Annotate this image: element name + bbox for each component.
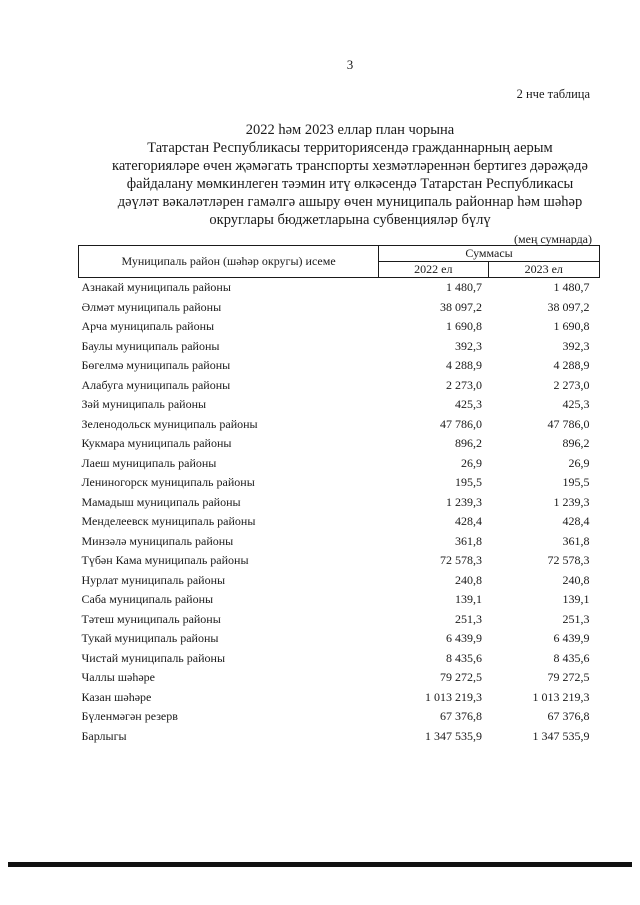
- value-2023: 896,2: [562, 436, 590, 451]
- table-row: [79, 590, 600, 610]
- column-header-2022: 2022 ел: [379, 262, 488, 278]
- value-2022: 240,8: [455, 572, 482, 587]
- municipality-name: Чаллы шәһәре: [81, 670, 155, 685]
- value-2023: 2 273,0: [553, 377, 590, 392]
- municipality-name: Бүленмәгән резерв: [81, 709, 178, 724]
- value-2022: 1 347 535,9: [425, 728, 482, 743]
- value-2023: 1 013 219,3: [532, 689, 590, 704]
- table-row: [79, 356, 600, 376]
- title-line: округлары бюджетларына субвенцияләр бүлү: [209, 212, 491, 228]
- table-row: [79, 317, 600, 337]
- title-line: Татарстан Республикасы территориясендә гражданнарның аерым: [147, 140, 553, 156]
- units-note: (мең сумнарда): [514, 232, 592, 246]
- value-2023: 251,3: [562, 611, 590, 626]
- table-row: [79, 512, 600, 532]
- value-2023: 240,8: [562, 572, 590, 587]
- table-row: [79, 454, 600, 474]
- value-2022: 251,3: [455, 611, 482, 626]
- value-2022: 361,8: [455, 533, 482, 548]
- column-header-sum: Суммасы: [379, 246, 600, 262]
- value-2023: 1 480,7: [553, 280, 590, 295]
- value-2023: 38 097,2: [547, 299, 590, 314]
- municipality-name: Бөгелмә муниципаль районы: [81, 358, 231, 373]
- table-row: [79, 395, 600, 415]
- municipality-name: Әлмәт муниципаль районы: [81, 299, 222, 314]
- municipality-name: Баулы муниципаль районы: [81, 338, 220, 353]
- value-2022: 79 272,5: [440, 670, 482, 685]
- table-row: [79, 688, 600, 708]
- value-2022: 425,3: [455, 397, 482, 412]
- value-2022: 428,4: [455, 514, 482, 529]
- value-2022: 38 097,2: [440, 299, 482, 314]
- municipality-name: Барлыгы: [81, 728, 127, 743]
- table-row: [79, 649, 600, 669]
- table-row: [79, 571, 600, 591]
- table-row: [79, 551, 600, 571]
- value-2022: 1 239,3: [446, 494, 482, 509]
- table-row: [79, 278, 600, 298]
- value-2023: 1 239,3: [553, 494, 590, 509]
- municipality-name: Минзәлә муниципаль районы: [81, 533, 234, 548]
- value-2023: 67 376,8: [547, 709, 590, 724]
- value-2022: 47 786,0: [440, 416, 482, 431]
- municipality-name: Кукмара муниципаль районы: [81, 436, 232, 451]
- table-row: [79, 532, 600, 552]
- bottom-rule: [8, 862, 632, 867]
- value-2023: 26,9: [568, 455, 590, 470]
- title-line: дәүләт вәкаләтләрен гамәлгә ашыру өчен муниципаль районнар һәм шәһәр: [117, 194, 583, 210]
- municipality-name: Азнакай муниципаль районы: [81, 280, 231, 295]
- subsidy-table: [78, 245, 600, 746]
- value-2022: 195,5: [455, 475, 482, 490]
- value-2022: 2 273,0: [446, 377, 482, 392]
- value-2023: 4 288,9: [553, 358, 590, 373]
- title-line: файдалану мөмкинлеген тәэмин итү өлкәсендә Татарстан Республикасы: [126, 176, 574, 192]
- municipality-name: Мамадыш муниципаль районы: [81, 494, 241, 509]
- value-2022: 392,3: [455, 338, 482, 353]
- document-title: [50, 121, 640, 229]
- municipality-name: Менделеевск муниципаль районы: [81, 514, 256, 529]
- page-number: 3: [346, 57, 354, 72]
- table-row: [79, 337, 600, 357]
- value-2023: 361,8: [562, 533, 590, 548]
- municipality-name: Тукай муниципаль районы: [81, 631, 219, 646]
- value-2022: 8 435,6: [446, 650, 482, 665]
- value-2023: 392,3: [562, 338, 590, 353]
- table-row: [79, 415, 600, 435]
- value-2023: 139,1: [562, 592, 590, 607]
- table-row: [79, 473, 600, 493]
- municipality-name: Саба муниципаль районы: [81, 592, 214, 607]
- title-line: категорияләре өчен җәмәгать транспорты хезмәтләреннән бертигез дәрәҗәдә: [112, 158, 588, 174]
- municipality-name: Түбән Кама муниципаль районы: [81, 553, 249, 568]
- table-row: [79, 376, 600, 396]
- value-2023: 428,4: [562, 514, 590, 529]
- value-2023: 8 435,6: [553, 650, 590, 665]
- table-row: [79, 629, 600, 649]
- municipality-name: Нурлат муниципаль районы: [81, 572, 226, 587]
- value-2022: 72 578,3: [440, 553, 482, 568]
- value-2023: 47 786,0: [547, 416, 590, 431]
- value-2022: 26,9: [461, 455, 482, 470]
- table-row: [79, 707, 600, 727]
- value-2023: 425,3: [562, 397, 590, 412]
- municipality-name: Алабуга муниципаль районы: [81, 377, 231, 392]
- column-header-name: Муниципаль район (шәһәр округы) исеме: [79, 246, 379, 278]
- value-2022: 6 439,9: [446, 631, 482, 646]
- table-row: [79, 493, 600, 513]
- municipality-name: Зәй муниципаль районы: [81, 397, 207, 412]
- table-row: [79, 434, 600, 454]
- municipality-name: Казан шәһәре: [81, 689, 152, 704]
- value-2023: 79 272,5: [547, 670, 590, 685]
- table-row: [79, 727, 600, 747]
- municipality-name: Зеленодольск муниципаль районы: [81, 416, 258, 431]
- municipality-name: Лениногорск муниципаль районы: [81, 475, 255, 490]
- value-2022: 139,1: [455, 592, 482, 607]
- value-2023: 6 439,9: [553, 631, 590, 646]
- municipality-name: Чистай муниципаль районы: [81, 650, 226, 665]
- value-2023: 195,5: [562, 475, 590, 490]
- table-row: [79, 668, 600, 688]
- table-body: [79, 278, 600, 747]
- table-row: [79, 610, 600, 630]
- title-line: 2022 һәм 2023 еллар план чорына: [245, 122, 455, 138]
- value-2022: 896,2: [455, 436, 482, 451]
- municipality-name: Арча муниципаль районы: [81, 319, 215, 334]
- value-2023: 1 347 535,9: [532, 728, 590, 743]
- value-2022: 67 376,8: [440, 709, 482, 724]
- municipality-name: Тәтеш муниципаль районы: [81, 611, 221, 626]
- column-header-2023: 2023 ел: [488, 262, 600, 278]
- municipality-name: Лаеш муниципаль районы: [81, 455, 217, 470]
- value-2022: 4 288,9: [446, 358, 482, 373]
- value-2023: 1 690,8: [553, 319, 590, 334]
- value-2022: 1 690,8: [446, 319, 482, 334]
- value-2022: 1 013 219,3: [425, 689, 482, 704]
- value-2023: 72 578,3: [547, 553, 590, 568]
- table-label: 2 нче таблица: [516, 87, 590, 101]
- value-2022: 1 480,7: [446, 280, 482, 295]
- table-row: [79, 298, 600, 318]
